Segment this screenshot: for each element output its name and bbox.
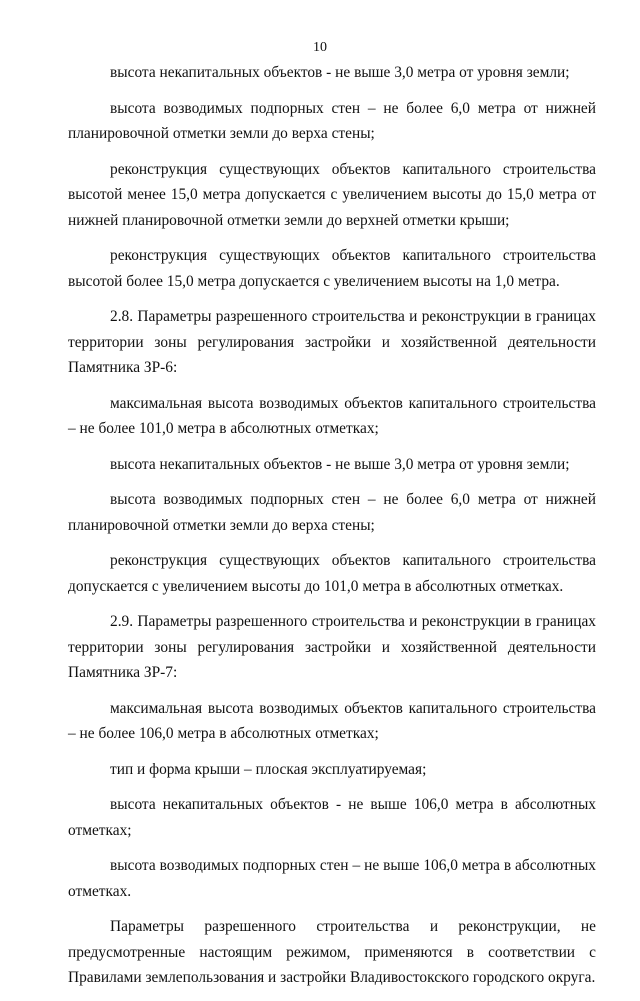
page-number: 10 <box>313 40 327 55</box>
document-body <box>68 60 596 1001</box>
paragraph: реконструкция существующих объектов капитального строительства высотой менее 15,0 метра допускается с увеличением высоты до 15,0 метра от нижней планировочной отметки земли до верхней отметки крыши; <box>68 160 596 229</box>
paragraph: высота возводимых подпорных стен – не более 6,0 метра от нижней планировочной отметки земли до верха стены; <box>68 491 596 534</box>
paragraph: высота возводимых подпорных стен – не выше 106,0 метра в абсолютных отметках. <box>68 857 596 900</box>
paragraph: высота некапитальных объектов - не выше 3,0 метра от уровня земли; <box>110 455 570 473</box>
paragraph: высота некапитальных объектов - не выше 3,0 метра от уровня земли; <box>110 64 570 81</box>
section-heading-2-8: 2.8. Параметры разрешенного строительства и реконструкции в границах территории зоны регулирования застройки и хозяйственной деятельности Памятника ЗР-6: <box>68 308 596 376</box>
paragraph: тип и форма крыши – плоская эксплуатируемая; <box>110 760 427 778</box>
paragraph: высота некапитальных объектов - не выше 106,0 метра в абсолютных отметках; <box>68 796 596 839</box>
paragraph: максимальная высота возводимых объектов капитального строительства – не более 106,0 метра в абсолютных отметках; <box>68 699 596 742</box>
closing-paragraph: Параметры разрешенного строительства и реконструкции, не предусмотренные настоящим режимом, применяются в соответствии с Правилами землепользования и застройки Владивостокского городского округа. <box>68 918 596 986</box>
paragraph: реконструкция существующих объектов капитального строительства высотой более 15,0 метра допускается с увеличением высоты на 1,0 метра. <box>68 247 596 290</box>
paragraph: максимальная высота возводимых объектов капитального строительства – не более 101,0 метра в абсолютных отметках; <box>68 394 596 437</box>
section-heading-2-9: 2.9. Параметры разрешенного строительства и реконструкции в границах территории зоны регулирования застройки и хозяйственной деятельности Памятника ЗР-7: <box>68 613 596 681</box>
paragraph: высота возводимых подпорных стен – не более 6,0 метра от нижней планировочной отметки земли до верха стены; <box>68 99 596 142</box>
paragraph: реконструкция существующих объектов капитального строительства допускается с увеличением высоты до 101,0 метра в абсолютных отметках. <box>68 552 596 595</box>
